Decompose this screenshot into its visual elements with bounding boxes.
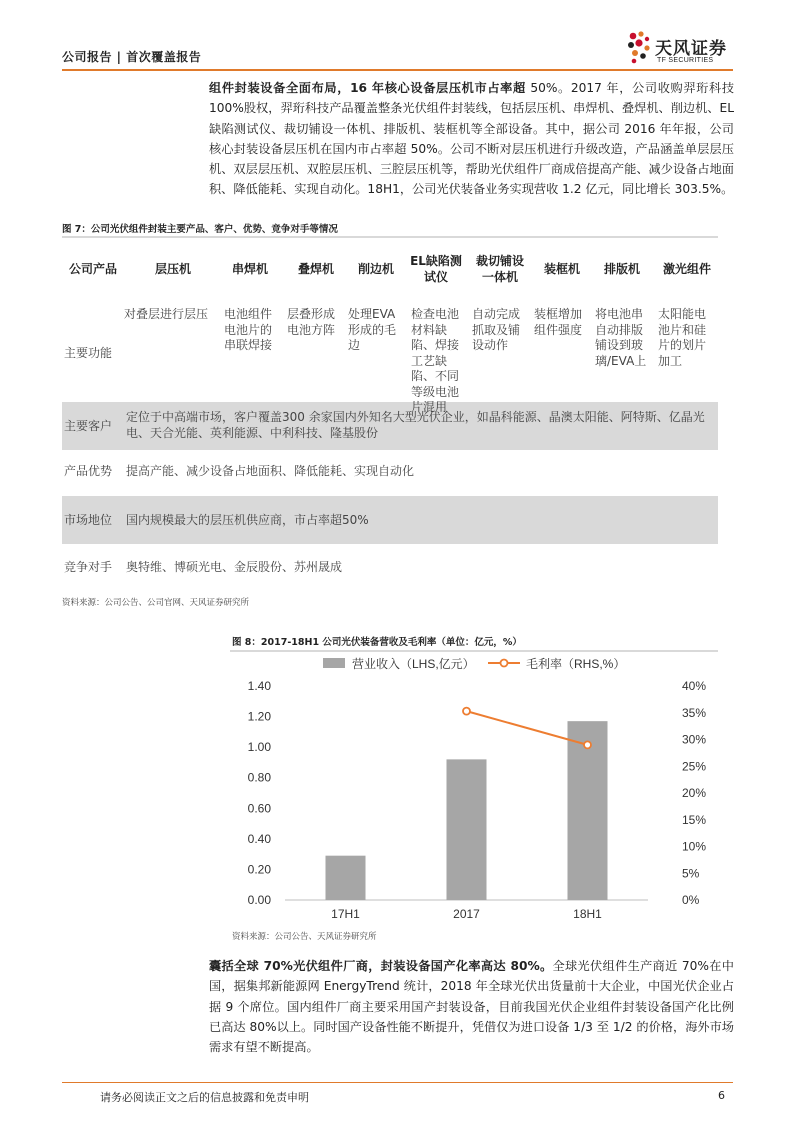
table-header-cell: 叠焊机 xyxy=(297,262,334,276)
paragraph-lead: 组件封装设备全面布局，16 年核心设备层压机市占率超 xyxy=(209,81,526,95)
legend-swatch-margin-point xyxy=(501,660,508,667)
legend-label-margin: 毛利率（RHS,%） xyxy=(526,657,626,671)
y-right-tick-label: 30% xyxy=(682,732,707,747)
function-cell: 层叠形成电池方阵 xyxy=(287,307,336,337)
y-right-tick-label: 10% xyxy=(682,839,707,854)
table-header-cell: 串焊机 xyxy=(231,262,268,276)
y-right-tick-label: 15% xyxy=(682,812,707,827)
y-right-tick-label: 20% xyxy=(682,786,707,800)
legend-swatch-revenue xyxy=(323,658,345,668)
y-right-tick-label: 25% xyxy=(682,759,707,774)
x-tick-label: 17H1 xyxy=(331,907,360,921)
margin-point xyxy=(463,708,470,715)
y-left-tick-label: 0.00 xyxy=(247,893,271,907)
figure8-caption: 图 8：2017-18H1 公司光伏装备营收及毛利率（单位：亿元，%） xyxy=(232,637,522,648)
y-left-tick-label: 1.40 xyxy=(247,679,271,693)
chart-canvas xyxy=(230,630,718,926)
function-cell: 将电池串自动排版铺设到玻璃/EVA上 xyxy=(595,307,647,368)
figure7-source: 资料来源：公司公告、公司官网、天风证券研究所 xyxy=(62,598,250,608)
legend-label-revenue: 营业收入（LHS,亿元） xyxy=(352,657,475,671)
table-header-cell: 公司产品 xyxy=(68,262,117,276)
report-type-label: 公司报告 | 首次覆盖报告 xyxy=(62,50,202,64)
function-cell: 自动完成抓取及铺设动作 xyxy=(472,307,521,352)
revenue-bar xyxy=(447,759,487,900)
row-label-competitors: 竞争对手 xyxy=(64,560,113,574)
y-left-tick-label: 0.40 xyxy=(247,831,271,846)
figure7-caption-bar xyxy=(62,236,718,238)
row-value-customers: 定位于中高端市场，客户覆盖300 余家国内外知名大型光伏企业，如晶科能源、晶澳太阳能、阿特斯、亿晶光电、天合光能、英利能源、中利科技、隆基股份 xyxy=(126,410,705,440)
brand-logo-icon xyxy=(626,30,654,66)
table-header-cell: 激光组件 xyxy=(662,262,711,276)
y-right-tick-label: 5% xyxy=(682,866,700,881)
function-cell: 装框增加组件强度 xyxy=(534,307,583,337)
brand-name-en: TF SECURITIES xyxy=(657,57,714,64)
x-tick-label: 2017 xyxy=(453,907,480,921)
y-right-tick-label: 0% xyxy=(682,893,700,907)
function-cell: 太阳能电池片和硅片的划片加工 xyxy=(658,307,707,368)
paragraph-equipment-layout xyxy=(209,78,734,200)
revenue-margin-chart xyxy=(230,630,718,926)
y-left-tick-label: 1.00 xyxy=(247,740,271,755)
paragraph-body: 2017 年，公司收购羿珩科技 100%股权，羿珩科技产品覆盖整条光伏组件封装线，包括层压机、串焊机、叠焊机、削边机、EL 缺陷测试仪、裁切铺设一体机、排版机、装框机等全部设备。其中，据公司 2016 年年报，公司核心封装设备层压机在国内市占率超 50%。公司不断对层压机进行升级改造，产品涵盖单层层压机、双层层压机、双腔层压机、三腔层压机等，帮助光伏组件厂商成倍提高产能、减少设备占地面积、降低能耗、实现自动化。18H1，公司光伏装备业务实现营收 1.2 亿元，同比增长 303.5%。 xyxy=(209,81,735,197)
footer-divider xyxy=(62,1082,733,1083)
y-left-tick-label: 0.80 xyxy=(247,770,271,785)
y-right-tick-label: 35% xyxy=(682,705,707,720)
y-left-tick-label: 0.60 xyxy=(247,801,271,816)
table-header-cell: 裁切铺设一体机 xyxy=(475,254,524,284)
paragraph-lead-tail: 50%。 xyxy=(525,81,571,95)
paragraph-global-share xyxy=(209,956,734,1057)
row-value-position: 国内规模最大的层压机供应商，市占率超50% xyxy=(126,513,369,527)
y-left-tick-label: 1.20 xyxy=(247,709,271,724)
figure7-caption: 图 7：公司光伏组件封装主要产品、客户、优势、竞争对手等情况 xyxy=(62,224,338,235)
row-label-advantages: 产品优势 xyxy=(64,464,113,478)
row-label-position: 市场地位 xyxy=(64,513,113,527)
margin-point xyxy=(584,741,591,748)
table-header-cell: 装框机 xyxy=(543,262,580,276)
paragraph-lead: 囊括全球 70%光伏组件厂商，封装设备国产化率高达 80%。 xyxy=(209,959,553,973)
paragraph-body: 全球光伏组件生产商近 70%在中国，据集邦新能源网 EnergyTrend 统计，2018 年全球光伏出货量前十大企业，中国光伏企业占据 9 个席位。国内组件厂商主要采用国产封装设备，目前我国光伏企业组件封装设备国产化比例已高达 80%以上。同时国产设备性能不断提升，凭借仅为进口设备 1/3 至 1/2 的价格，海外市场需求有望不断提高。 xyxy=(209,959,734,1055)
x-tick-label: 18H1 xyxy=(573,907,602,921)
function-cell: 电池组件电池片的串联焊接 xyxy=(224,307,273,352)
figure8-source: 资料来源：公司公告、天风证券研究所 xyxy=(232,932,377,942)
y-left-tick-label: 0.20 xyxy=(247,862,271,877)
page-number: 6 xyxy=(718,1089,725,1102)
table-header-cell: 排版机 xyxy=(603,262,640,276)
y-right-tick-label: 40% xyxy=(682,679,707,693)
row-value-advantages: 提高产能、减少设备占地面积、降低能耗、实现自动化 xyxy=(126,464,415,478)
header-divider xyxy=(62,69,733,71)
brand-name-cn: 天风证券 xyxy=(655,39,727,59)
row-label-customers: 主要客户 xyxy=(64,419,113,433)
footer-disclaimer: 请务必阅读正文之后的信息披露和免责申明 xyxy=(100,1091,309,1104)
table-header-cell: 层压机 xyxy=(154,262,191,276)
function-cell: 对叠层进行层压 xyxy=(124,307,209,321)
table-header-cell: 削边机 xyxy=(357,262,394,276)
function-cell: 处理EVA形成的毛边 xyxy=(348,307,397,352)
row-value-competitors: 奥特维、博硕光电、金辰股份、苏州晟成 xyxy=(126,560,343,574)
table-header-cell: EL缺陷测试仪 xyxy=(410,254,462,284)
function-row-label: 主要功能 xyxy=(64,346,113,360)
function-cell: 检查电池材料缺陷、焊接工艺缺陷、不同等级电池片混用 xyxy=(411,307,460,414)
brand-logo xyxy=(626,30,736,70)
revenue-bar xyxy=(326,856,366,900)
